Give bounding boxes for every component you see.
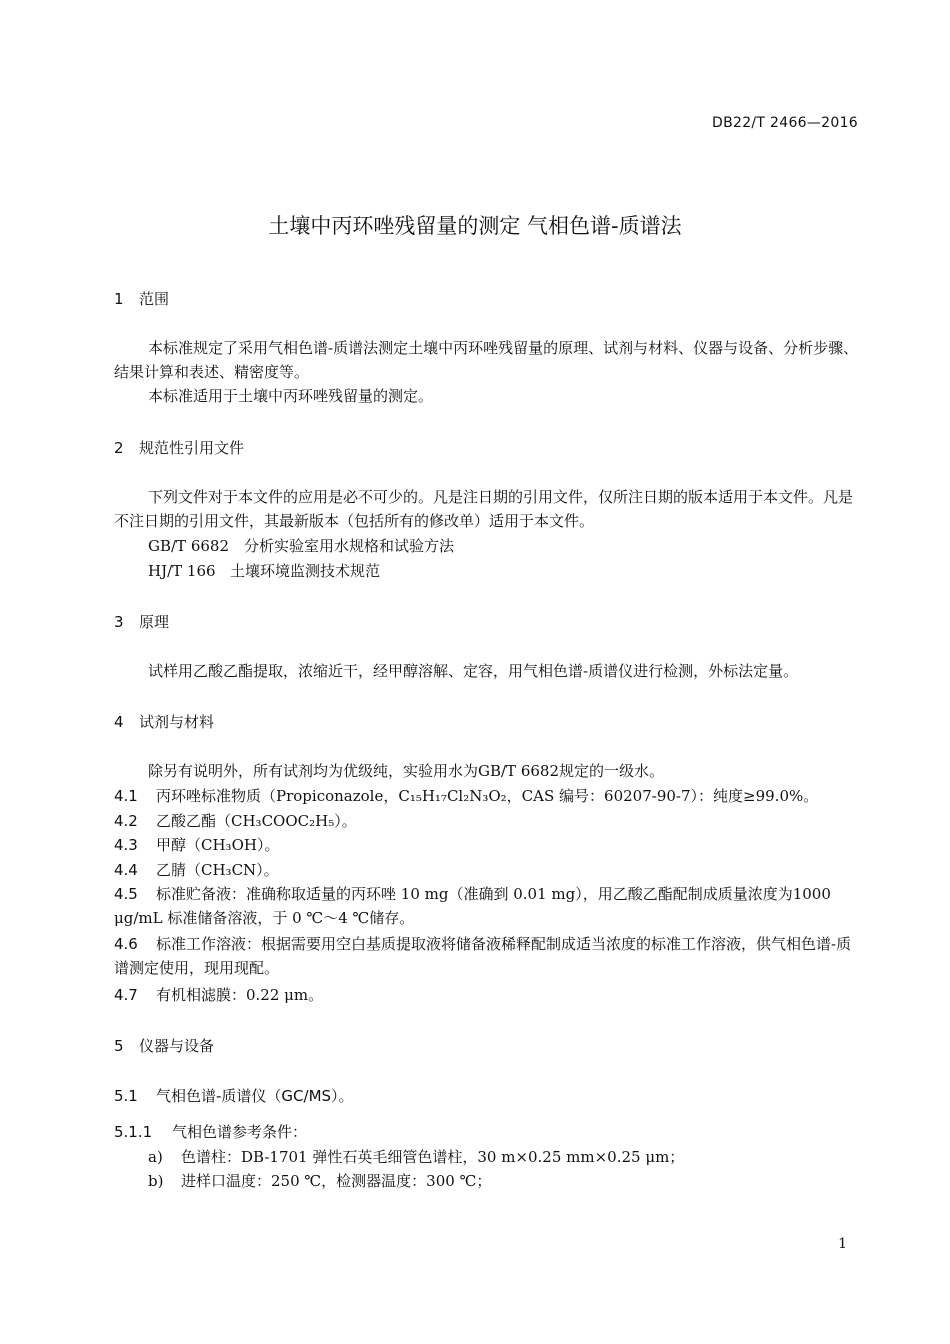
section-5-heading (114, 1035, 214, 1056)
page-number: 1 (838, 1236, 847, 1252)
list-item (148, 1145, 684, 1169)
paragraph: 下列文件对于本文件的应用是必不可少的。凡是注日期的引用文件，仅所注日期的版本适用于本文件。凡是不注日期的引用文件，其最新版本（包括所有的修改单）适用于本文件。 (114, 488, 854, 530)
section-title: 规范性引用文件 (139, 439, 245, 457)
list-text: 色谱柱：DB-1701 弹性石英毛细管色谱柱，30 m×0.25 mm×0.25 μm； (181, 1148, 685, 1166)
section-4-heading (114, 711, 214, 732)
list-marker: b) (148, 1172, 164, 1190)
reference-title: 分析实验室用水规格和试验方法 (244, 537, 455, 555)
document-code: DB22/T 2466—2016 (712, 115, 858, 131)
clause-4-3 (114, 833, 864, 857)
clause-text: 乙酸乙酯（CH₃COOC₂H₅）。 (156, 812, 357, 830)
section-title: 范围 (139, 290, 170, 308)
section-title: 原理 (139, 613, 170, 631)
clause-text: 丙环唑标准物质（Propiconazole，C₁₅H₁₇Cl₂N₃O₂，CAS 编号：60207-90-7）：纯度≥99.0%。 (156, 787, 819, 805)
clause-text: 有机相滤膜：0.22 μm。 (156, 986, 324, 1004)
clause-text: 标准工作溶液：根据需要用空白基质提取液将储备液稀释配制成适当浓度的标准工作溶液，供气相色谱-质谱测定使用，现用现配。 (114, 935, 852, 977)
clause-text: 标准贮备液：准确称取适量的丙环唑 10 mg（准确到 0.01 mg），用乙酸乙酯配制成质量浓度为1000 μg/mL 标准储备溶液，于 0 ℃～4 ℃储存。 (114, 885, 831, 927)
paragraph: 本标准规定了采用气相色谱-质谱法测定土壤中丙环唑残留量的原理、试剂与材料、仪器与设备、分析步骤、结果计算和表述、精密度等。 (114, 339, 859, 381)
section-number: 3 (114, 613, 124, 631)
clause-4-1 (114, 784, 864, 808)
reference-code: GB/T 6682 (148, 537, 230, 555)
list-marker: a) (148, 1148, 163, 1166)
clause-number: 4.7 (114, 986, 138, 1004)
section-number: 5 (114, 1037, 124, 1055)
paragraph: 试样用乙酸乙酯提取，浓缩近干，经甲醇溶解、定容，用气相色谱-质谱仪进行检测，外标法定量。 (148, 662, 799, 680)
section-number: 1 (114, 290, 124, 308)
clause-number: 5.1.1 (114, 1123, 153, 1141)
document-title: 土壤中丙环唑残留量的测定 气相色谱-质谱法 (268, 214, 682, 238)
clause-5-1 (114, 1085, 354, 1106)
reference-title: 土壤环境监测技术规范 (230, 562, 381, 580)
clause-number: 5.1 (114, 1087, 138, 1105)
section-1-heading (114, 288, 169, 309)
clause-number: 4.6 (114, 935, 138, 953)
clause-number: 4.3 (114, 836, 138, 854)
section-2-heading (114, 437, 244, 458)
section-title: 仪器与设备 (139, 1037, 215, 1055)
clause-4-2 (114, 809, 864, 833)
clause-text: 甲醇（CH₃OH）。 (156, 836, 280, 854)
normative-reference (148, 534, 454, 558)
section-number: 4 (114, 713, 124, 731)
list-text: 进样口温度：250 ℃，检测器温度：300 ℃； (181, 1172, 492, 1190)
clause-4-7 (114, 983, 864, 1007)
list-item (148, 1169, 491, 1193)
clause-text: 乙腈（CH₃CN）。 (156, 861, 279, 879)
clause-4-5 (114, 882, 864, 930)
section-title: 试剂与材料 (139, 713, 215, 731)
section-3-heading (114, 611, 169, 632)
clause-number: 4.1 (114, 787, 138, 805)
clause-4-4 (114, 858, 864, 882)
reference-code: HJ/T 166 (148, 562, 216, 580)
clause-number: 4.5 (114, 885, 138, 903)
section-number: 2 (114, 439, 124, 457)
paragraph: 除另有说明外，所有试剂均为优级纯，实验用水为GB/T 6682规定的一级水。 (148, 762, 665, 780)
clause-text: 气相色谱参考条件： (172, 1123, 308, 1141)
clause-text: 气相色谱-质谱仪（GC/MS）。 (156, 1087, 354, 1105)
clause-4-6 (114, 932, 864, 980)
normative-reference (148, 559, 380, 583)
clause-number: 4.2 (114, 812, 138, 830)
clause-number: 4.4 (114, 861, 138, 879)
clause-5-1-1 (114, 1120, 864, 1144)
paragraph: 本标准适用于土壤中丙环唑残留量的测定。 (148, 387, 434, 405)
